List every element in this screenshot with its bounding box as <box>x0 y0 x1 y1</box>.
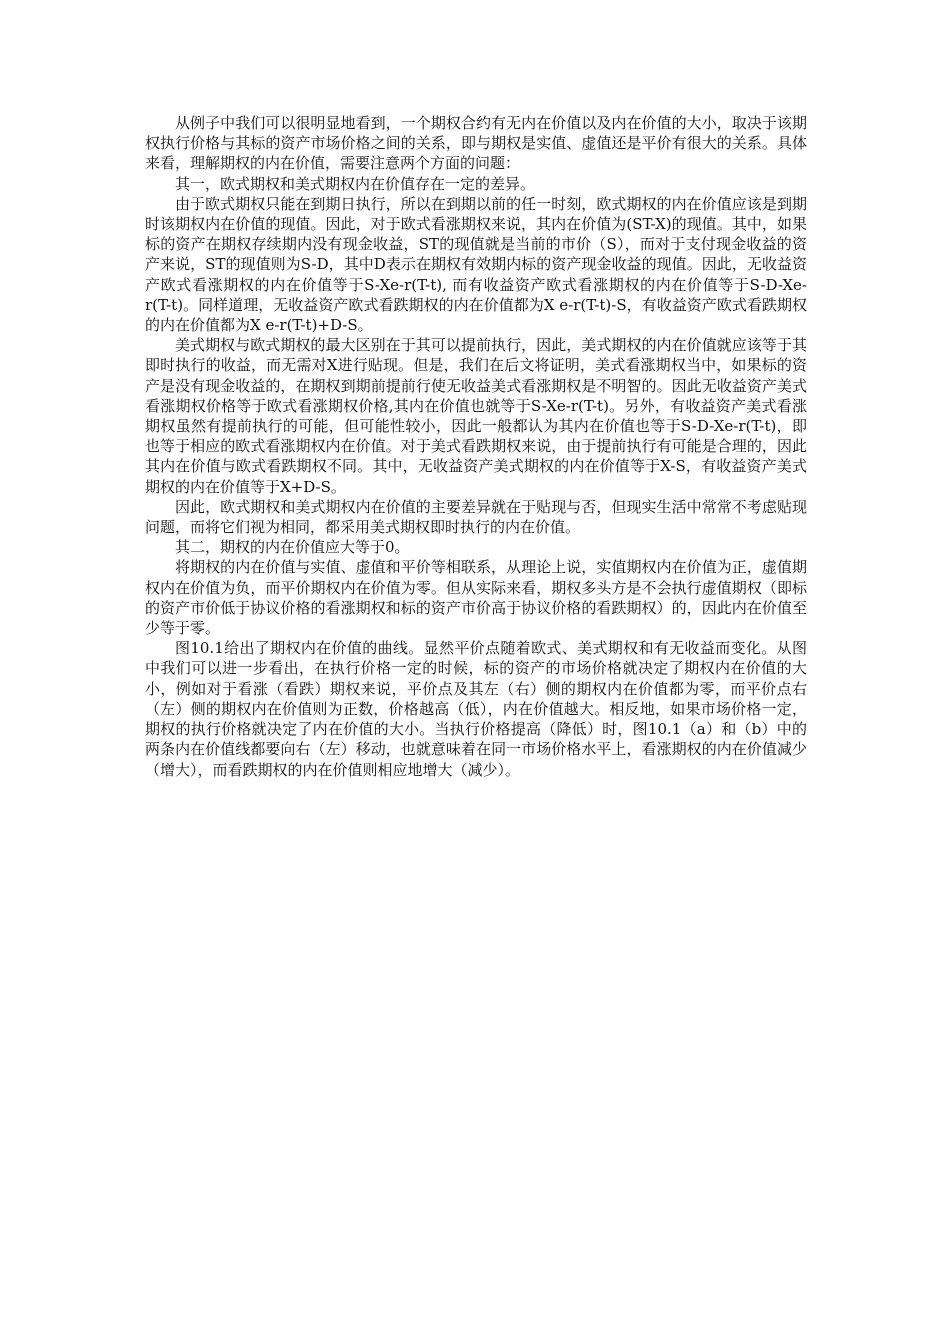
paragraph-3: 由于欧式期权只能在到期日执行，所以在到期以前的任一时刻，欧式期权的内在价值应该是到期时该期权内在价值的现值。因此，对于欧式看涨期权来说，其内在价值为(ST-X)的现值。其中，如果标的资产在期权存续期内没有现金收益，ST的现值就是当前的市价（S），而对于支付现金收益的资产来说，ST的现值则为S-D，其中D表示在期权有效期内标的资产现金收益的现值。因此，无收益资产欧式看涨期权的内在价值等于S-Xe-r(T-t), 而有收益资产欧式看涨期权的内在价值等于S-D-Xe-r(T-t)。同样道理，无收益资产欧式看跌期权的内在价值都为X e-r(T-t)-S，有收益资产欧式看跌期权的内在价值都为X e-r(T-t)+D-S。 <box>145 194 807 335</box>
document-body <box>145 113 807 780</box>
paragraph-5: 因此，欧式期权和美式期权内在价值的主要差异就在于贴现与否，但现实生活中常常不考虑贴现问题，而将它们视为相同，都采用美式期权即时执行的内在价值。 <box>145 497 807 537</box>
paragraph-8: 图10.1给出了期权内在价值的曲线。显然平价点随着欧式、美式期权和有无收益而变化。从图中我们可以进一步看出，在执行价格一定的时候，标的资产的市场价格就决定了期权内在价值的大小，例如对于看涨（看跌）期权来说，平价点及其左（右）侧的期权内在价值都为零，而平价点右（左）侧的期权内在价值则为正数，价格越高（低），内在价值越大。相反地，如果市场价格一定，期权的执行价格就决定了内在价值的大小。当执行价格提高（降低）时，图10.1（a）和（b）中的两条内在价值线都要向右（左）移动，也就意味着在同一市场价格水平上，看涨期权的内在价值减少（增大），而看跌期权的内在价值则相应地增大（减少）。 <box>145 639 807 779</box>
paragraph-4: 美式期权与欧式期权的最大区别在于其可以提前执行，因此，美式期权的内在价值就应该等于其即时执行的收益，而无需对X进行贴现。但是，我们在后文将证明，美式看涨期权当中，如果标的资产是没有现金收益的，在期权到期前提前行使无收益美式看涨期权是不明智的。因此无收益资产美式看涨期权价格等于欧式看涨期权价格,其内在价值也就等于S-Xe-r(T-t)。另外，有收益资产美式看涨期权虽然有提前执行的可能，但可能性较小，因此一般都认为其内在价值也等于S-D-Xe-r(T-t)，即也等于相应的欧式看涨期权内在价值。对于美式看跌期权来说，由于提前执行有可能是合理的，因此其内在价值与欧式看跌期权不同。其中，无收益资产美式期权的内在价值等于X-S，有收益资产美式期权的内在价值等于X+D-S。 <box>145 336 807 496</box>
paragraph-2: 其一，欧式期权和美式期权内在价值存在一定的差异。 <box>175 174 536 193</box>
paragraph-1: 从例子中我们可以很明显地看到，一个期权合约有无内在价值以及内在价值的大小，取决于该期权执行价格与其标的资产市场价格之间的关系，即与期权是实值、虚值还是平价有很大的关系。具体来看，理解期权的内在价值，需要注意两个方面的问题： <box>145 114 807 173</box>
paragraph-6: 其二，期权的内在价值应大等于0。 <box>175 538 410 557</box>
paragraph-7: 将期权的内在价值与实值、虚值和平价等相联系，从理论上说，实值期权内在价值为正，虚值期权内在价值为负，而平价期权内在价值为零。但从实际来看，期权多头方是不会执行虚值期权（即标的资产市价低于协议价格的看涨期权和标的资产市价高于协议价格的看跌期权）的，因此内在价值至少等于零。 <box>145 558 807 638</box>
